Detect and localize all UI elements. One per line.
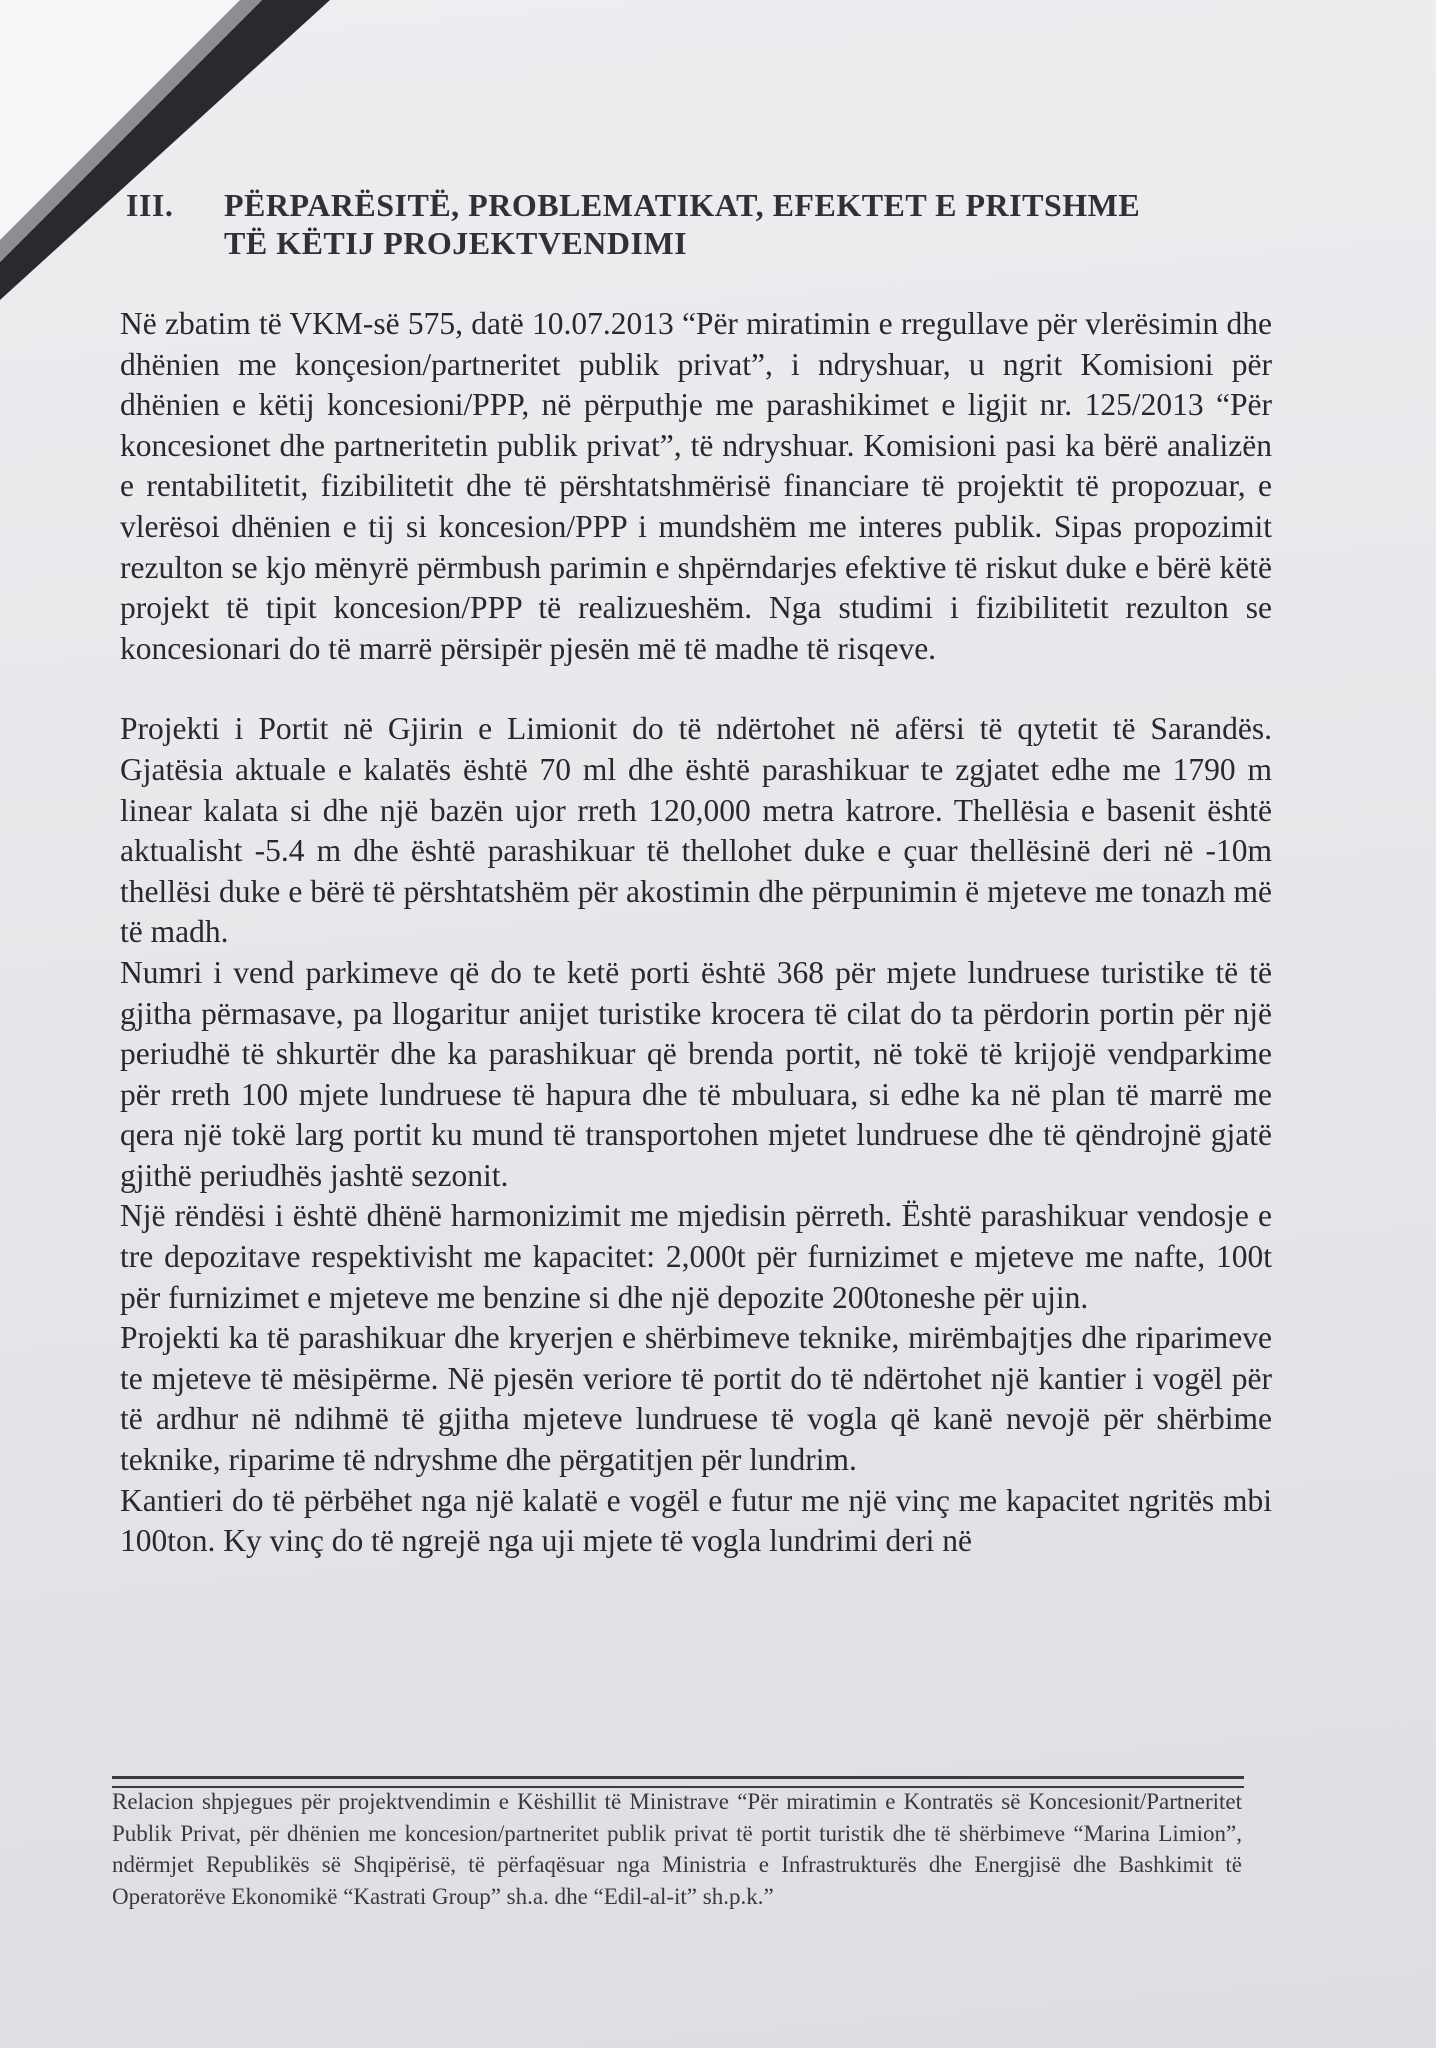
section-number: III. bbox=[126, 187, 174, 223]
section-title-line-1: PËRPARËSITË, PROBLEMATIKAT, EFEKTET E PRITSHME bbox=[224, 187, 1141, 223]
section-title-line-2: TË KËTIJ PROJEKTVENDIMI bbox=[224, 225, 688, 261]
footer-note: Relacion shpjegues për projektvendimin e Këshillit të Ministrave “Për miratimin e Kontratës së Koncesionit/Partneritet Publik Privat, për dhënien me koncesion/partneritet publik privat të portit turistik dhe të shërbimeve “Marina Limion”, ndërmjet Republikës së Shqipërisë, të përfaqësuar nga Ministria e Infrastrukturës dhe Energjisë dhe Bashkimit të Operatorëve Ekonomikë “Kastrati Group” sh.a. dhe “Edil-al-it” sh.p.k.” bbox=[112, 1789, 1242, 1909]
paragraph-technical-services: Projekti ka të parashikuar dhe kryerjen e shërbimeve teknike, mirëmbajtjes dhe riparimeve te mjeteve të mësipërme. Në pjesën veriore të portit do të ndërtohet një kantier i vogël për të ardhur në ndihmë të gjitha mjeteve lundruese të vogla që kanë nevojë për shërbime teknike, riparime të ndryshme dhe përgatitjen për lundrim. bbox=[120, 1320, 1272, 1478]
paragraph-shipyard: Kantieri do të përbëhet nga një kalatë e vogël e futur me një vinç me kapacitet ngritës mbi 100ton. Ky vinç do të ngrejë nga uji mjete të vogla lundrimi deri në bbox=[120, 1482, 1272, 1559]
body-text bbox=[120, 304, 1272, 1562]
paragraph-port-project: Projekti i Portit në Gjirin e Limionit do të ndërtohet në afërsi të qytetit të Sarandës. Gjatësia aktuale e kalatës është 70 ml dhe është parashikuar te zgjatet edhe me 1790 m linear kalata si dhe një bazën ujor rreth 120,000 metra katrore. Thellësia e basenit është aktualisht -5.4 m dhe është parashikuar të thellohet duke e çuar thellësinë deri në -10m thellësi duke e bërë të përshtatshëm për akostimin dhe përpunimin ë mjeteve me tonazh më të madh. bbox=[120, 711, 1272, 950]
paragraph-parking: Numri i vend parkimeve që do te ketë porti është 368 për mjete lundruese turistike të të gjitha përmasave, pa llogaritur anijet turistike krocera të cilat do ta përdorin portin për një periudhë të shkurtër dhe ka parashikuar që brenda portit, në tokë të krijojë vendparkime për rreth 100 mjete lundruese të hapura dhe të mbuluara, si edhe ka në plan të marrë me qera një tokë larg portit ku mund të transportohen mjetet lundruese dhe të qëndrojnë gjatë gjithë periudhës jashtë sezonit. bbox=[120, 954, 1272, 1193]
paragraph-commission: Në zbatim të VKM-së 575, datë 10.07.2013 “Për miratimin e rregullave për vlerësimin dhe dhënien me konçesion/partneritet publik privat”, i ndryshuar, u ngrit Komisioni për dhënien e këtij koncesioni/PPP, në përputhje me parashikimet e ligjit nr. 125/2013 “Për koncesionet dhe partneritetin publik privat”, të ndryshuar. Komisioni pasi ka bërë analizën e rentabilitetit, fizibilitetit dhe të përshtatshmërisë financiare të projektit të propozuar, e vlerësoi dhënien e tij si koncesion/PPP i mundshëm me interes publik. Sipas propozimit rezulton se kjo mënyrë përmbush parimin e shpërndarjes efektive të riskut duke e bërë këtë projekt të tipit koncesion/PPP të realizueshëm. Nga studimi i fizibilitetit rezulton se koncesionari do të marrë përsipër pjesën më të madhe të risqeve. bbox=[120, 306, 1272, 666]
paragraph-environment: Një rëndësi i është dhënë harmonizimit me mjedisin përreth. Është parashikuar vendosje e tre depozitave respektivisht me kapacitet: 2,000t për furnizimet e mjeteve me nafte, 100t për furnizimet e mjeteve me benzine si dhe një depozite 200toneshe për ujin. bbox=[120, 1198, 1272, 1315]
